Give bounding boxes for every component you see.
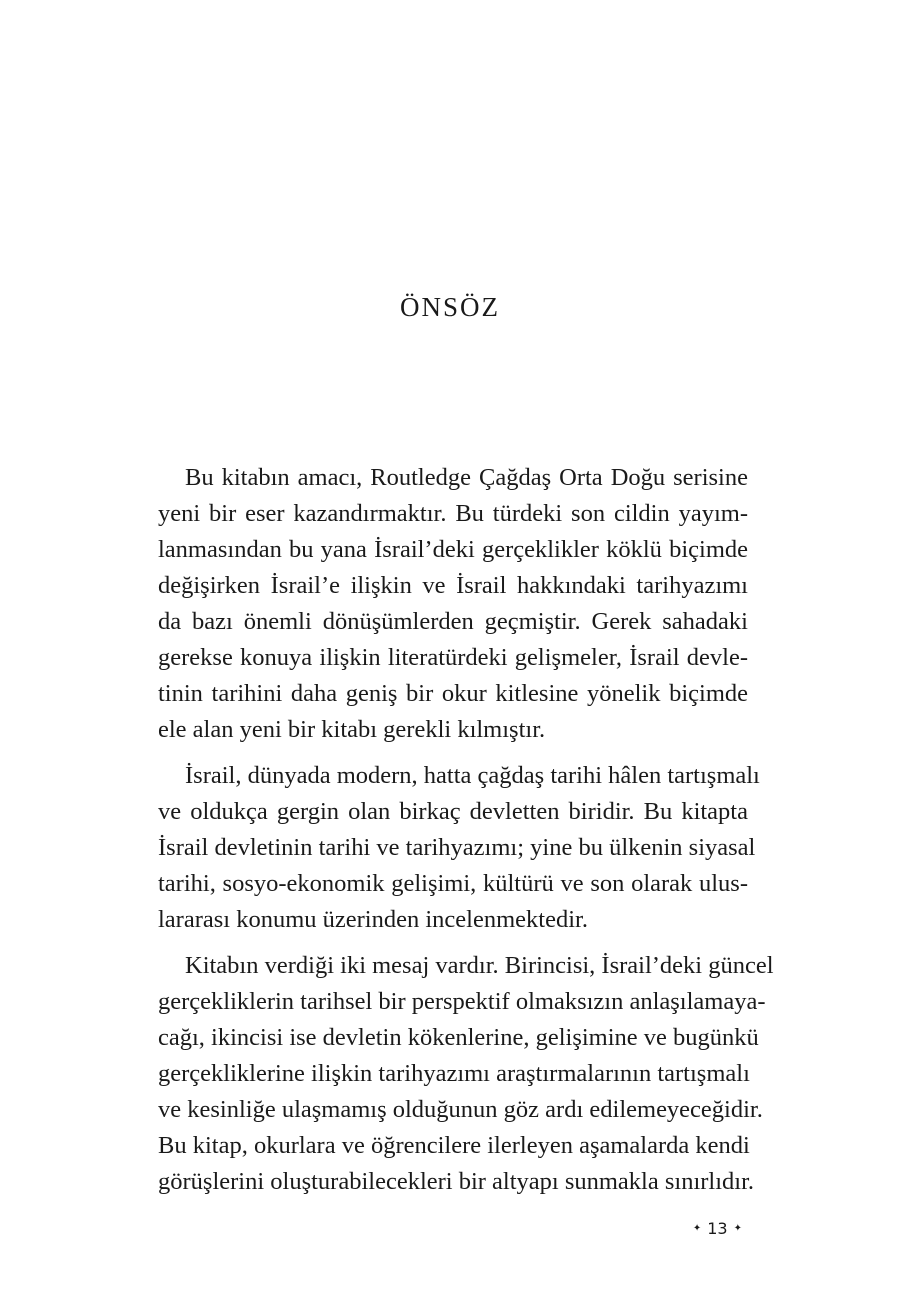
- text-line: lararası konumu üzerinden incelenmektedir.: [158, 906, 588, 933]
- text-line: Bu kitap, okurlara ve öğrencilere ilerleyen aşamalarda kendi: [158, 1132, 750, 1159]
- paragraph-3: [158, 948, 774, 1200]
- text-line: lanmasından bu yana İsrail’deki gerçeklikler köklü biçimde: [158, 536, 748, 563]
- text-line: ve kesinliğe ulaşmamış olduğunun göz ardı edilemeyeceğidir.: [158, 1096, 763, 1123]
- text-line: Bu kitabın amacı, Routledge Çağdaş Orta Doğu serisine: [185, 464, 748, 491]
- star-ornament-icon: ✦: [692, 1222, 702, 1234]
- text-line: ele alan yeni bir kitabı gerekli kılmıştır.: [158, 716, 546, 743]
- text-line: cağı, ikincisi ise devletin kökenlerine, gelişimine ve bugünkü: [158, 1024, 759, 1051]
- text-line: gerçekliklerin tarihsel bir perspektif olmaksızın anlaşılamaya-: [158, 988, 766, 1015]
- text-line: gerekse konuya ilişkin literatürdeki gelişmeler, İsrail devle-: [158, 644, 748, 671]
- text-line: da bazı önemli dönüşümlerden geçmiştir. Gerek sahadaki: [158, 608, 748, 635]
- page-number-footer: [693, 1219, 742, 1238]
- text-line: yeni bir eser kazandırmaktır. Bu türdeki son cildin yayım-: [158, 500, 748, 527]
- body-text: [158, 460, 774, 1210]
- text-line: İsrail, dünyada modern, hatta çağdaş tarihi hâlen tartışmalı: [185, 762, 760, 789]
- paragraph-2: [158, 758, 760, 938]
- text-line: değişirken İsrail’e ilişkin ve İsrail hakkındaki tarihyazımı: [158, 572, 748, 599]
- star-ornament-icon: ✦: [733, 1222, 742, 1234]
- text-line: ve oldukça gergin olan birkaç devletten biridir. Bu kitapta: [158, 798, 748, 825]
- paragraph-1: [158, 460, 748, 748]
- chapter-title: ÖNSÖZ: [399, 292, 500, 322]
- text-line: tarihi, sosyo-ekonomik gelişimi, kültürü ve son olarak ulus-: [158, 870, 748, 897]
- text-line: tinin tarihini daha geniş bir okur kitlesine yönelik biçimde: [158, 680, 748, 707]
- text-line: görüşlerini oluşturabilecekleri bir altyapı sunmakla sınırlıdır.: [158, 1168, 755, 1195]
- text-line: Kitabın verdiği iki mesaj vardır. Birincisi, İsrail’deki güncel: [185, 952, 774, 979]
- text-line: İsrail devletinin tarihi ve tarihyazımı; yine bu ülkenin siyasal: [158, 834, 756, 861]
- page-number: 13: [707, 1219, 728, 1238]
- text-line: gerçekliklerine ilişkin tarihyazımı araştırmalarının tartışmalı: [158, 1060, 750, 1087]
